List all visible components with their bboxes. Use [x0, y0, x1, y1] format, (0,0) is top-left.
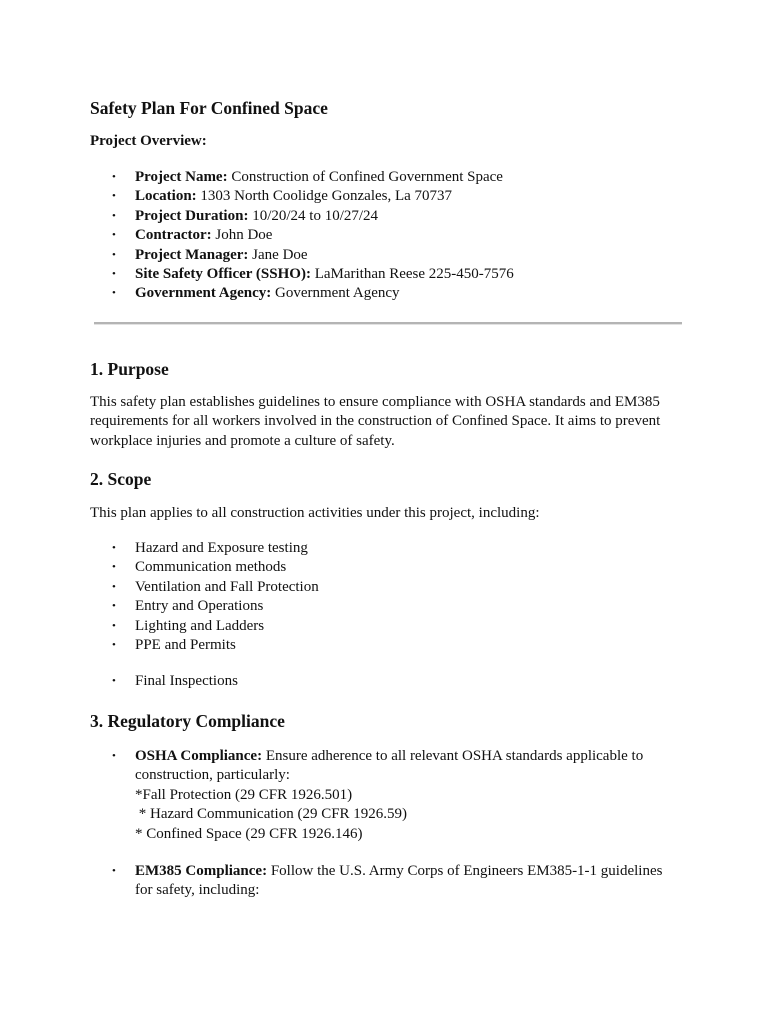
bullet-icon: • — [112, 287, 116, 300]
item-value: 1303 North Coolidge Gonzales, La 70737 — [200, 188, 453, 205]
list-item — [112, 862, 672, 901]
list-item — [112, 747, 672, 844]
bullet-icon: • — [112, 619, 116, 632]
scope-list — [112, 539, 712, 655]
document-title: Safety Plan For Confined Space — [90, 98, 328, 118]
list-item — [112, 578, 712, 597]
osha-label: OSHA Compliance: — [135, 748, 263, 764]
osha-subitem: *Fall Protection (29 CFR 1926.501) — [135, 786, 353, 803]
list-item — [112, 207, 712, 226]
item-value: LaMarithan Reese 225-450-7576 — [314, 266, 514, 283]
list-item — [112, 284, 712, 303]
bullet-icon: • — [112, 561, 116, 574]
item-text: Entry and Operations — [135, 598, 264, 615]
list-item — [112, 636, 712, 655]
bullet-icon: • — [112, 580, 116, 593]
item-text: PPE and Permits — [135, 637, 236, 654]
list-item — [112, 617, 712, 636]
project-overview-list — [112, 168, 712, 304]
item-label: Government Agency: — [135, 285, 272, 302]
item-value: Construction of Confined Government Space — [231, 169, 503, 185]
osha-text: Ensure adherence to all relevant OSHA standards applicable to construction, particularly: — [135, 748, 644, 784]
bullet-icon: • — [112, 600, 116, 613]
scope-intro: This plan applies to all construction activities under this project, including: — [90, 505, 540, 521]
item-text: Final Inspections — [135, 673, 238, 689]
item-label: Location: — [135, 188, 197, 205]
item-label: Project Duration: — [135, 207, 249, 224]
item-text: Lighting and Ladders — [135, 617, 265, 634]
item-value: 10/20/24 to 10/27/24 — [252, 207, 379, 224]
item-value: John Doe — [215, 227, 273, 244]
bullet-icon: • — [112, 268, 116, 281]
bullet-icon: • — [112, 171, 116, 183]
list-item — [112, 672, 712, 691]
item-label: Contractor: — [135, 227, 212, 244]
list-item — [112, 168, 712, 187]
scope-list-extra — [112, 672, 712, 691]
item-label: Project Manager: — [135, 246, 249, 263]
list-item — [112, 539, 712, 558]
item-text: Communication methods — [135, 559, 287, 576]
project-overview-label: Project Overview: — [90, 133, 207, 149]
bullet-icon: • — [112, 750, 116, 762]
osha-subitem: * Hazard Communication (29 CFR 1926.59) — [135, 806, 408, 823]
bullet-icon: • — [112, 542, 116, 554]
purpose-paragraph: This safety plan establishes guidelines to ensure compliance with OSHA standards and EM385 requirements for all workers involved in the construction of Confined Space. It aims to prevent workplace injuries and promote a culture of safety. — [90, 394, 661, 449]
horizontal-divider — [94, 322, 682, 325]
item-label: Site Safety Officer (SSHO): — [135, 266, 311, 283]
bullet-icon: • — [112, 248, 116, 261]
bullet-icon: • — [112, 229, 116, 242]
purpose-heading: 1. Purpose — [90, 359, 169, 379]
list-item — [112, 187, 712, 206]
em385-list — [112, 862, 672, 901]
item-value: Government Agency — [274, 285, 400, 302]
bullet-icon: • — [112, 639, 116, 652]
list-item — [112, 265, 712, 284]
osha-subitem: * Confined Space (29 CFR 1926.146) — [135, 825, 363, 842]
regulatory-heading: 3. Regulatory Compliance — [90, 711, 285, 731]
list-item — [112, 246, 712, 265]
item-label: Project Name: — [135, 169, 228, 185]
bullet-icon: • — [112, 209, 116, 222]
list-item — [112, 226, 712, 245]
item-value: Jane Doe — [252, 246, 308, 263]
em385-label: EM385 Compliance: — [135, 863, 268, 879]
list-item — [112, 597, 712, 616]
osha-list — [112, 747, 672, 844]
bullet-icon: • — [112, 675, 116, 687]
list-item — [112, 558, 712, 577]
item-text: Hazard and Exposure testing — [135, 540, 308, 556]
bullet-icon: • — [112, 190, 116, 203]
bullet-icon: • — [112, 865, 116, 877]
item-text: Ventilation and Fall Protection — [135, 578, 319, 595]
scope-heading: 2. Scope — [90, 469, 152, 489]
em385-text: Follow the U.S. Army Corps of Engineers EM385-1-1 guidelines for safety, including: — [135, 863, 663, 899]
